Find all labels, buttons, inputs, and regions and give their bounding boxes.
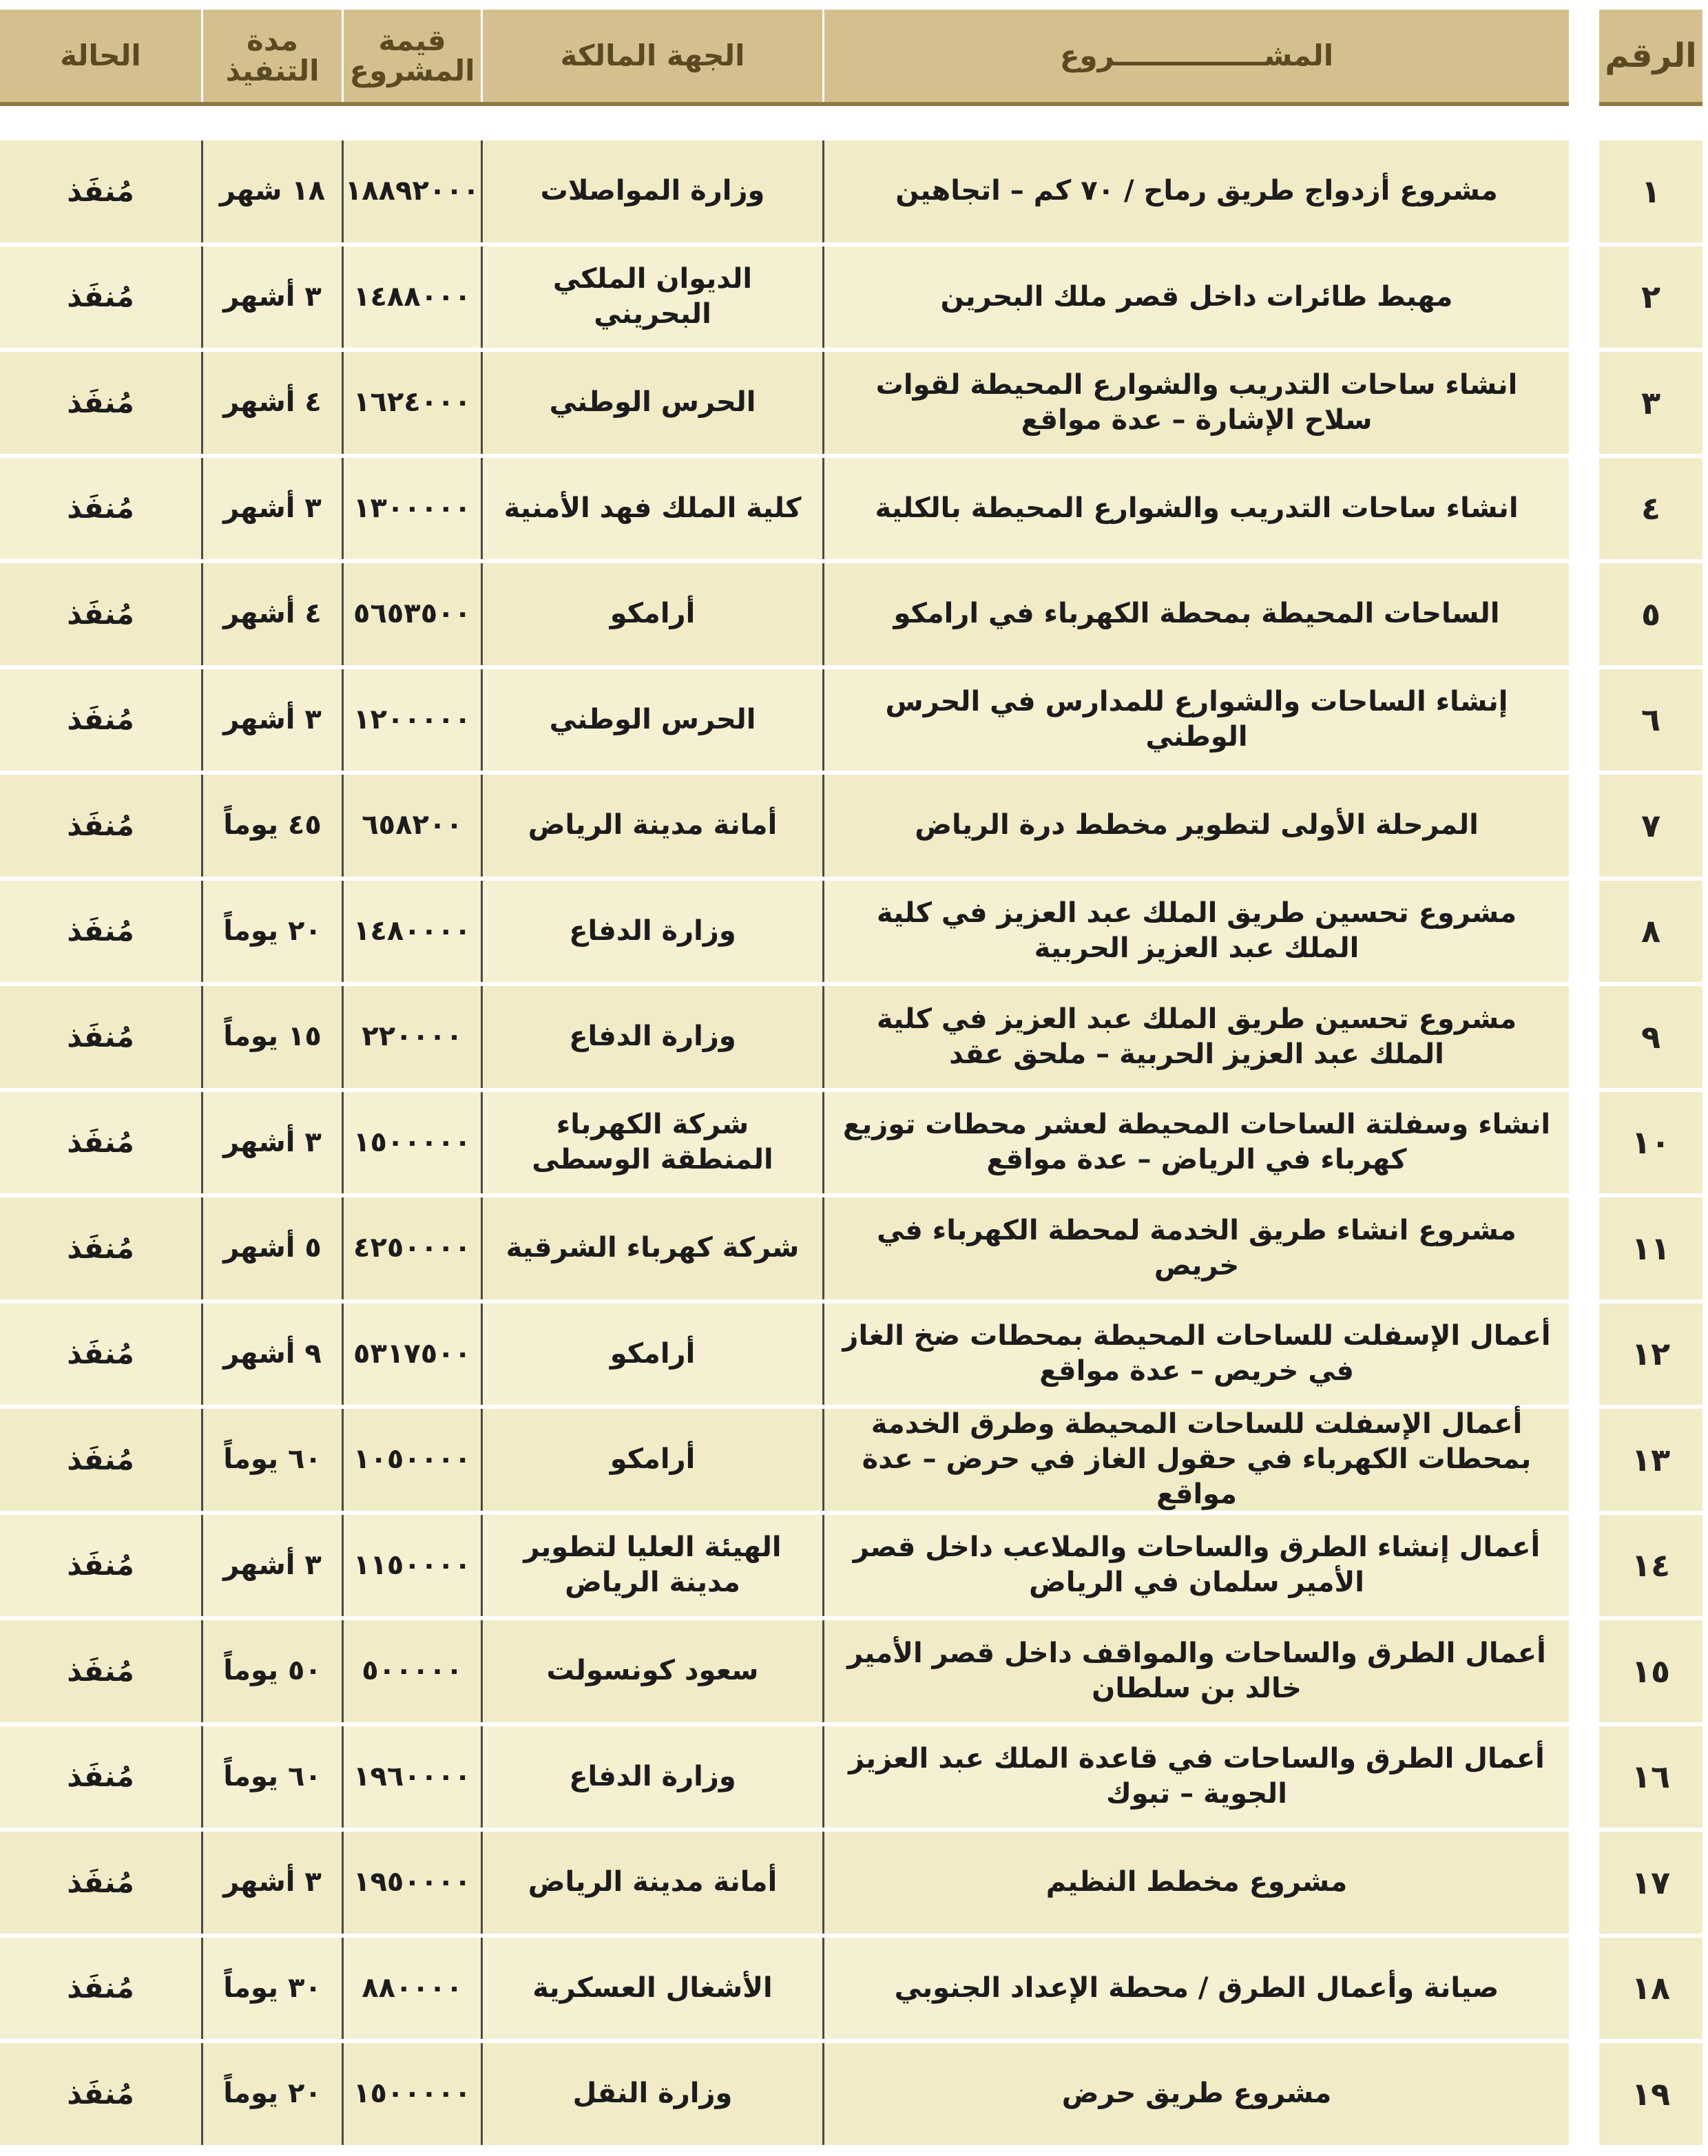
project-cell: انشاء ساحات التدريب والشوارع المحيطة بالكلية <box>822 458 1569 560</box>
status-cell: مُنفَذ <box>67 702 134 737</box>
row-number: ٨ <box>1599 881 1702 987</box>
status-cell: مُنفَذ <box>67 2076 134 2111</box>
row-number: ٣ <box>1599 352 1702 458</box>
value-cell: ٥٣١٧٥٠٠ <box>342 1304 481 1405</box>
status-cell: مُنفَذ <box>67 1019 134 1054</box>
status-cell: مُنفَذ <box>67 1337 134 1371</box>
status-cell: مُنفَذ <box>67 385 134 419</box>
value-cell: ١٥٠٠٠٠٠ <box>342 2043 481 2145</box>
owner-cell: وزارة المواصلات <box>481 140 822 242</box>
project-cell: إنشاء الساحات والشوارع للمدارس في الحرس الوطني <box>822 669 1569 771</box>
value-cell: ١٤٨٠٠٠٠ <box>342 881 481 983</box>
table-row <box>0 1938 1569 2044</box>
owner-cell: وزارة الدفاع <box>481 1726 822 1828</box>
status-cell: مُنفَذ <box>67 1231 134 1265</box>
table-row <box>0 1726 1569 1832</box>
value-cell: ٨٨٠٠٠٠ <box>342 1938 481 2040</box>
owner-cell: شركة كهرباء الشرقية <box>481 1197 822 1299</box>
row-number: ١٠ <box>1599 1092 1702 1198</box>
owner-cell: كلية الملك فهد الأمنية <box>481 458 822 560</box>
value-cell: ١٦٢٤٠٠٠ <box>342 352 481 454</box>
table-row <box>0 2043 1569 2149</box>
owner-cell: سعود كونسولت <box>481 1620 822 1722</box>
owner-cell: أرامكو <box>481 563 822 665</box>
owner-cell: الأشغال العسكرية <box>481 1938 822 2040</box>
owner-cell: أرامكو <box>481 1304 822 1405</box>
project-cell: المرحلة الأولى لتطوير مخطط درة الرياض <box>822 775 1569 877</box>
owner-cell: أرامكو <box>481 1409 822 1511</box>
duration-cell: ٩ أشهر <box>201 1304 342 1405</box>
duration-cell: ٣ أشهر <box>201 1092 342 1194</box>
project-cell: مشروع تحسين طريق الملك عبد العزيز في كلية الملك عبد العزيز الحربية <box>822 881 1569 983</box>
row-number: ٦ <box>1599 669 1702 775</box>
status-cell: مُنفَذ <box>67 491 134 525</box>
header-value: قيمة المشروع <box>342 10 481 102</box>
table-row <box>0 881 1569 987</box>
status-cell: مُنفَذ <box>67 808 134 842</box>
table-row <box>0 352 1569 458</box>
status-cell: مُنفَذ <box>67 280 134 314</box>
table-row <box>0 775 1569 881</box>
header-project: المشـــــــــــــــروع <box>822 10 1569 102</box>
duration-cell: ٣ أشهر <box>201 1515 342 1617</box>
value-cell: ٥٦٥٣٥٠٠ <box>342 563 481 665</box>
value-cell: ٢٢٠٠٠٠ <box>342 986 481 1088</box>
status-cell: مُنفَذ <box>67 174 134 208</box>
owner-cell: وزارة النقل <box>481 2043 822 2145</box>
value-cell: ١١٥٠٠٠٠ <box>342 1515 481 1617</box>
duration-cell: ٣ أشهر <box>201 669 342 771</box>
status-cell: مُنفَذ <box>67 596 134 631</box>
duration-cell: ٤ أشهر <box>201 563 342 665</box>
row-number: ١٩ <box>1599 2043 1702 2149</box>
owner-cell: الديوان الملكي البحريني <box>481 247 822 348</box>
project-cell: أعمال الإسفلت للساحات المحيطة بمحطات ضخ الغاز في خريص – عدة مواقع <box>822 1304 1569 1405</box>
header-owner: الجهة المالكة <box>481 10 822 102</box>
project-cell: صيانة وأعمال الطرق / محطة الإعداد الجنوبي <box>822 1938 1569 2040</box>
value-cell: ٤٢٥٠٠٠٠ <box>342 1197 481 1299</box>
table-row <box>0 458 1569 564</box>
row-number: ١١ <box>1599 1197 1702 1304</box>
table-row <box>0 1832 1569 1938</box>
owner-cell: الحرس الوطني <box>481 352 822 454</box>
project-cell: مشروع طريق حرض <box>822 2043 1569 2145</box>
value-cell: ١٢٠٠٠٠٠ <box>342 669 481 771</box>
table-row <box>0 140 1569 247</box>
owner-cell: شركة الكهرباء المنطقة الوسطى <box>481 1092 822 1194</box>
table-row <box>0 1197 1569 1304</box>
number-column <box>1599 0 1708 2156</box>
table-row <box>0 563 1569 669</box>
table-header <box>0 10 1569 106</box>
status-cell: مُنفَذ <box>67 1865 134 1899</box>
value-cell: ١٣٠٠٠٠٠ <box>342 458 481 560</box>
row-number: ١٦ <box>1599 1726 1702 1832</box>
duration-cell: ٦٠ يوماً <box>201 1726 342 1828</box>
row-number: ٥ <box>1599 563 1702 669</box>
duration-cell: ٢٠ يوماً <box>201 2043 342 2145</box>
project-cell: أعمال إنشاء الطرق والساحات والملاعب داخل قصر الأمير سلمان في الرياض <box>822 1515 1569 1617</box>
duration-cell: ٤ أشهر <box>201 352 342 454</box>
value-cell: ١٠٥٠٠٠٠ <box>342 1409 481 1511</box>
value-cell: ١٨٨٩٢٠٠٠ <box>342 140 481 242</box>
duration-cell: ٣ أشهر <box>201 1832 342 1934</box>
status-cell: مُنفَذ <box>67 1971 134 2005</box>
header-status: الحالة <box>60 38 141 72</box>
status-cell: مُنفَذ <box>67 1442 134 1476</box>
duration-cell: ٣ أشهر <box>201 247 342 348</box>
row-number: ٢ <box>1599 247 1702 353</box>
project-cell: مشروع مخطط النظيم <box>822 1832 1569 1934</box>
project-cell: أعمال الطرق والساحات في قاعدة الملك عبد العزيز الجوية – تبوك <box>822 1726 1569 1828</box>
project-cell: مشروع انشاء طريق الخدمة لمحطة الكهرباء في خريص <box>822 1197 1569 1299</box>
project-cell: انشاء وسفلتة الساحات المحيطة لعشر محطات توزيع كهرباء في الرياض – عدة مواقع <box>822 1092 1569 1194</box>
value-cell: ١٩٥٠٠٠٠ <box>342 1832 481 1934</box>
table-row <box>0 1515 1569 1621</box>
project-cell: مشروع تحسين طريق الملك عبد العزيز في كلية الملك عبد العزيز الحربية – ملحق عقد <box>822 986 1569 1088</box>
table-row <box>0 1092 1569 1198</box>
status-cell: مُنفَذ <box>67 914 134 948</box>
duration-cell: ٢٠ يوماً <box>201 881 342 983</box>
header-duration: مدة التنفيذ <box>201 10 342 102</box>
status-cell: مُنفَذ <box>67 1653 134 1688</box>
row-number: ٧ <box>1599 775 1702 881</box>
row-number: ١٤ <box>1599 1515 1702 1621</box>
value-cell: ١٥٠٠٠٠٠ <box>342 1092 481 1194</box>
row-number: ١٢ <box>1599 1304 1702 1410</box>
duration-cell: ٥ أشهر <box>201 1197 342 1299</box>
project-cell: مشروع أزدواج طريق رماح / ٧٠ كم – اتجاهين <box>822 140 1569 242</box>
status-cell: مُنفَذ <box>67 1125 134 1160</box>
duration-cell: ١٥ يوماً <box>201 986 342 1088</box>
owner-cell: أمانة مدينة الرياض <box>481 1832 822 1934</box>
status-cell: مُنفَذ <box>67 1759 134 1794</box>
project-cell: مهبط طائرات داخل قصر ملك البحرين <box>822 247 1569 348</box>
row-number: ٤ <box>1599 458 1702 564</box>
row-number: ١٧ <box>1599 1832 1702 1938</box>
value-cell: ٦٥٨٢٠٠ <box>342 775 481 877</box>
owner-cell: الحرس الوطني <box>481 669 822 771</box>
owner-cell: وزارة الدفاع <box>481 881 822 983</box>
owner-cell: وزارة الدفاع <box>481 986 822 1088</box>
project-cell: الساحات المحيطة بمحطة الكهرباء في ارامكو <box>822 563 1569 665</box>
project-cell: أعمال الإسفلت للساحات المحيطة وطرق الخدمة بمحطات الكهرباء في حقول الغاز في حرض – عدة مواقع <box>822 1409 1569 1511</box>
project-cell: انشاء ساحات التدريب والشوارع المحيطة لقوات سلاح الإشارة – عدة مواقع <box>822 352 1569 454</box>
row-number: ١٣ <box>1599 1409 1702 1515</box>
table-row <box>0 1304 1569 1410</box>
project-cell: أعمال الطرق والساحات والمواقف داخل قصر الأمير خالد بن سلطان <box>822 1620 1569 1722</box>
duration-cell: ٥٠ يوماً <box>201 1620 342 1722</box>
status-cell: مُنفَذ <box>67 1548 134 1582</box>
table-row <box>0 1409 1569 1515</box>
number-header: الرقم <box>1599 10 1702 106</box>
row-number: ١٨ <box>1599 1938 1702 2044</box>
owner-cell: الهيئة العليا لتطوير مدينة الرياض <box>481 1515 822 1617</box>
owner-cell: أمانة مدينة الرياض <box>481 775 822 877</box>
table-row <box>0 986 1569 1092</box>
table-row <box>0 1620 1569 1726</box>
duration-cell: ٣٠ يوماً <box>201 1938 342 2040</box>
duration-cell: ١٨ شهر <box>201 140 342 242</box>
duration-cell: ٣ أشهر <box>201 458 342 560</box>
value-cell: ١٤٨٨٠٠٠ <box>342 247 481 348</box>
row-number: ٩ <box>1599 986 1702 1092</box>
row-number: ١ <box>1599 140 1702 247</box>
duration-cell: ٤٥ يوماً <box>201 775 342 877</box>
duration-cell: ٦٠ يوماً <box>201 1409 342 1511</box>
value-cell: ١٩٦٠٠٠٠ <box>342 1726 481 1828</box>
table-row <box>0 247 1569 353</box>
value-cell: ٥٠٠٠٠٠ <box>342 1620 481 1722</box>
row-number: ١٥ <box>1599 1620 1702 1726</box>
table-row <box>0 669 1569 775</box>
